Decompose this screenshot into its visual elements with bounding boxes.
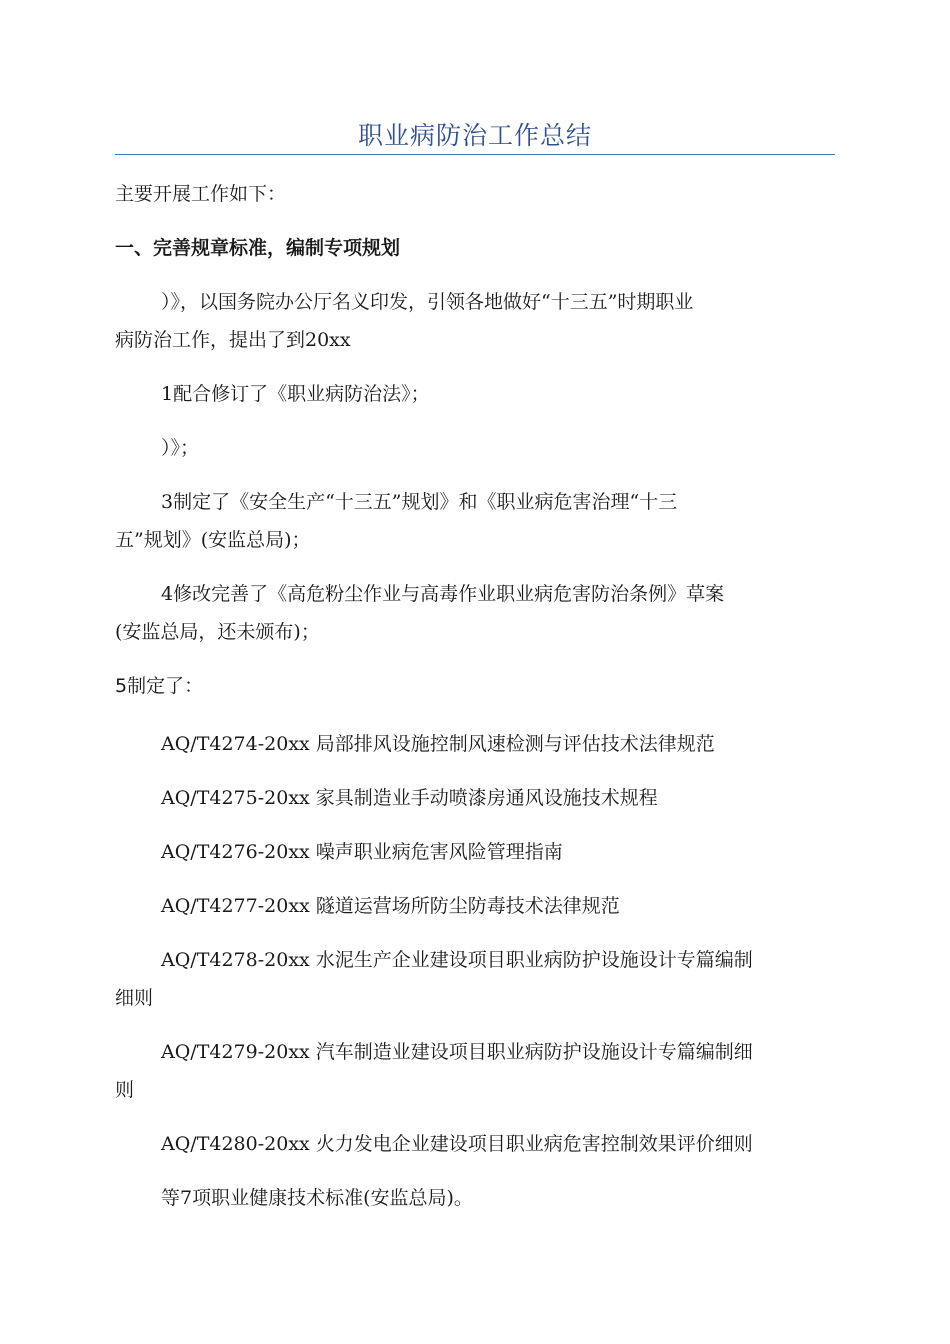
standard-item: AQ/T4276-20xx 噪声职业病危害风险管理指南	[161, 841, 563, 863]
standard-item: AQ/T4279-20xx 汽车制造业建设项目职业病防护设施设计专篇编制细	[161, 1041, 753, 1063]
summary-line: 等7项职业健康技术标准(安监总局)。	[161, 1187, 473, 1209]
standard-item-continued: 则	[115, 1079, 135, 1101]
standard-item: AQ/T4274-20xx 局部排风设施控制风速检测与评估技术法律规范	[161, 733, 715, 755]
standard-item: AQ/T4277-20xx 隧道运营场所防尘防毒技术法律规范	[161, 895, 620, 917]
section-heading-1: 一、完善规章标准，编制专项规划	[115, 237, 401, 259]
paragraph-line: ）》，以国务院办公厅名义印发，引领各地做好“十三五”时期职业	[161, 291, 694, 313]
standard-item-continued: 细则	[115, 987, 154, 1009]
paragraph-line: 3制定了《安全生产“十三五”规划》和《职业病危害治理“十三	[161, 491, 678, 513]
paragraph-line: (安监总局，还未颁布)；	[115, 621, 320, 643]
standard-item: AQ/T4278-20xx 水泥生产企业建设项目职业病防护设施设计专篇编制	[161, 949, 753, 971]
paragraph-line: 五”规划》(安监总局)；	[115, 529, 311, 551]
paragraph-line: 4修改完善了《高危粉尘作业与高毒作业职业病危害防治条例》草案	[161, 583, 725, 605]
standard-item: AQ/T4275-20xx 家具制造业手动喷漆房通风设施技术规程	[161, 787, 658, 809]
standard-item: AQ/T4280-20xx 火力发电企业建设项目职业病危害控制效果评价细则	[161, 1133, 753, 1155]
list-intro: 5制定了：	[115, 675, 204, 697]
document-title: 职业病防治工作总结	[357, 121, 592, 150]
intro-line: 主要开展工作如下：	[115, 183, 287, 205]
title-underline	[115, 154, 835, 155]
paragraph-line: ）》；	[161, 437, 200, 459]
paragraph-line: 1配合修订了《职业病防治法》；	[161, 383, 430, 405]
paragraph-line: 病防治工作，提出了到20xx	[115, 329, 351, 351]
